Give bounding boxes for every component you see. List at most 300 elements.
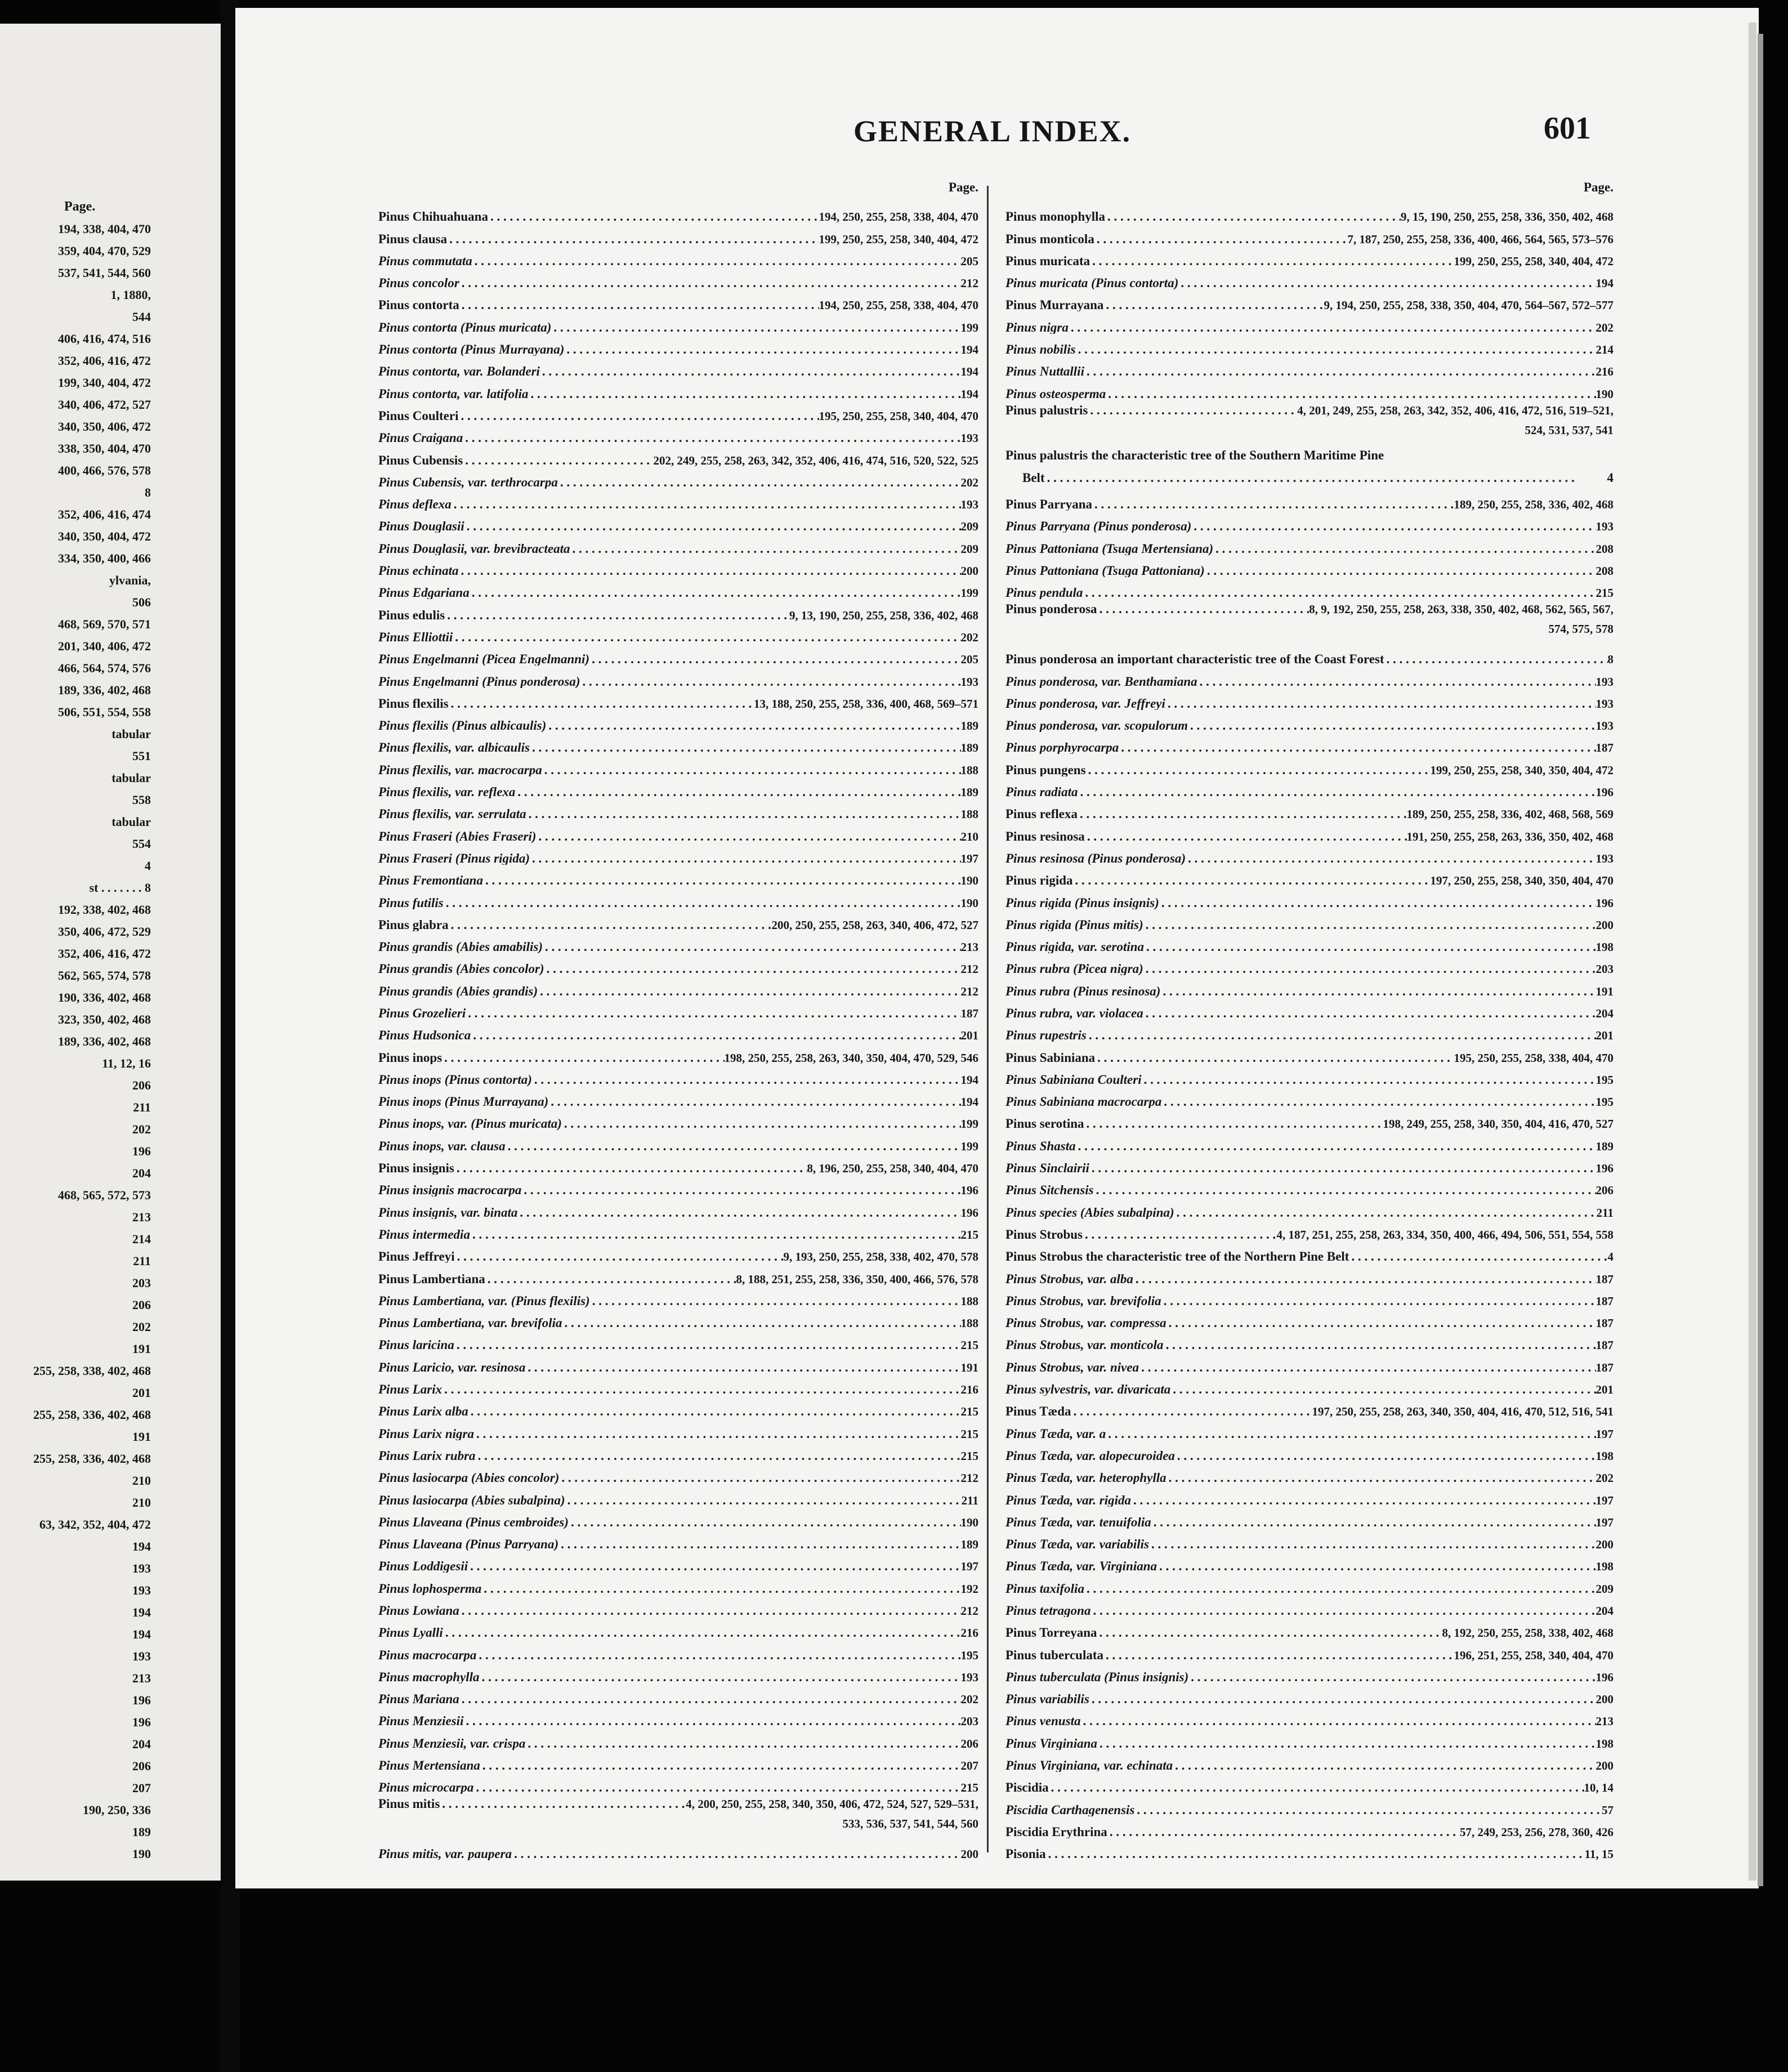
entry-pages: 209 [960, 542, 978, 555]
index-entry [1005, 1020, 1613, 1042]
entry-pages: 216 [1595, 365, 1613, 378]
leader-dots [565, 1494, 962, 1507]
index-entry [1005, 1307, 1613, 1329]
leader-dots [1046, 1847, 1585, 1860]
entry-pages: 4, 201, 249, 255, 258, 263, 342, 352, 406, 416, 472, 516, 519–521, [1297, 403, 1613, 417]
left-page-fragment: 468, 569, 570, 571 [58, 617, 151, 631]
index-entry [378, 1020, 978, 1042]
leader-dots [1164, 1338, 1596, 1351]
leader-dots [589, 653, 960, 666]
leader-dots [530, 852, 960, 865]
leader-dots [1076, 1140, 1596, 1153]
entry-label: Pinus ponderosa an important characteristic tree of the Coast Forest [1005, 652, 1384, 666]
index-entry [1005, 1263, 1613, 1285]
leader-dots [1107, 1825, 1460, 1838]
entry-label: Pinus tetragona [1005, 1604, 1091, 1617]
index-entry [378, 422, 978, 444]
entry-label: Pinus Chihuahuana [378, 209, 488, 224]
index-entry [378, 289, 978, 311]
entry-pages: 196 [1595, 785, 1613, 799]
entry-label: Pinus Sabiniana [1005, 1050, 1096, 1064]
entry-pages: 194, 250, 255, 258, 338, 404, 470 [819, 210, 978, 224]
index-entry [378, 887, 978, 909]
entry-label: Pinus Strobus, var. compressa [1005, 1316, 1166, 1330]
leader-dots [455, 1250, 784, 1263]
index-entry [1005, 1595, 1613, 1617]
leader-dots [1049, 1781, 1584, 1794]
entry-label: Pinus Llaveana (Pinus cembroides) [378, 1515, 569, 1529]
left-page-fragment: 537, 541, 544, 560 [58, 266, 151, 280]
entry-label: Pinus Torreyana [1005, 1626, 1097, 1640]
entry-label: Pinus flexilis, var. reflexa [378, 785, 516, 799]
entry-label: Pinus concolor [378, 276, 459, 290]
entry-label: Pinus glabra [378, 917, 449, 931]
entry-pages: 202 [1595, 320, 1613, 334]
left-page-fragment: 206 [132, 1298, 151, 1312]
entry-label: Pinus Elliottii [378, 629, 453, 644]
index-entry [378, 1219, 978, 1241]
index-entry [378, 1396, 978, 1418]
entry-pages: 8, 192, 250, 255, 258, 338, 402, 468 [1442, 1626, 1613, 1640]
entry-label: Pinus reflexa [1005, 807, 1078, 821]
leader-dots [459, 1693, 961, 1705]
entry-pages: 206 [960, 1736, 978, 1750]
index-entry [1005, 1351, 1613, 1373]
entry-pages: 193 [1595, 719, 1613, 733]
leader-dots [452, 498, 961, 511]
index-entry [378, 1329, 978, 1351]
left-page-fragment: 8 [145, 485, 151, 499]
entry-pages: 211 [1596, 1205, 1613, 1219]
entry-pages: 199, 250, 255, 258, 340, 404, 472 [819, 232, 978, 245]
entry-label: Pinus Laricio, var. resinosa [378, 1360, 526, 1374]
entry-pages: 193 [1595, 851, 1613, 865]
index-entry [1005, 511, 1613, 533]
entry-continuation [1005, 467, 1613, 489]
entry-pages: 197 [1595, 1493, 1613, 1507]
index-entry [1005, 865, 1613, 887]
index-entry [1005, 1374, 1613, 1396]
entry-label: Pinus Strobus, var. nivea [1005, 1360, 1139, 1374]
leader-dots [458, 409, 819, 422]
index-entry [378, 666, 978, 687]
index-entry [1005, 1727, 1613, 1749]
entry-label: Pinus palustris the characteristic tree of the Southern Maritime Pine [1005, 448, 1384, 463]
entry-label: Pisonia [1005, 1847, 1046, 1861]
leader-dots [548, 1095, 960, 1108]
left-page-fragment: 352, 406, 416, 472 [58, 354, 151, 368]
entry-label: Pinus inops, var. clausa [378, 1138, 506, 1153]
left-page-fragment: 340, 350, 406, 472 [58, 419, 151, 434]
entry-pages: 198 [1595, 1560, 1613, 1573]
index-entry [1005, 1573, 1613, 1595]
entry-pages: 190 [960, 874, 978, 887]
index-entry [1005, 1772, 1613, 1794]
leader-dots [1349, 1250, 1607, 1263]
entry-label: Pinus Nuttallii [1005, 364, 1084, 378]
entry-label: Pinus Coulteri [378, 408, 459, 422]
entry-pages: 193 [960, 1670, 978, 1684]
entry-label: Pinus Shasta [1005, 1138, 1076, 1153]
index-entry [378, 555, 978, 577]
entry-label: Pinus pungens [1005, 762, 1086, 776]
entry-label: Pinus Menziesii [378, 1714, 464, 1728]
entry-label: Pinus Loddigesii [378, 1559, 468, 1573]
entry-pages: 195 [1595, 1095, 1613, 1109]
leader-dots [474, 1427, 961, 1440]
leader-dots [454, 1338, 961, 1351]
leader-dots [1084, 365, 1596, 378]
index-entry [1005, 1484, 1613, 1506]
entry-pages: 191 [960, 1360, 978, 1374]
leader-dots [485, 1272, 736, 1285]
leader-dots [1086, 763, 1431, 776]
index-entry [1005, 533, 1613, 555]
index-entry [378, 1551, 978, 1573]
entry-pages: 197 [960, 851, 978, 865]
leader-dots [1143, 962, 1596, 975]
leader-dots [1197, 675, 1596, 688]
entry-pages: 199 [960, 586, 978, 600]
leader-dots [1088, 404, 1297, 417]
left-page-fragment: 211 [133, 1254, 151, 1268]
left-page-fragment: 255, 258, 338, 402, 468 [33, 1364, 151, 1378]
entry-pages: 194 [1595, 276, 1613, 290]
left-page-fragment: 400, 466, 576, 578 [58, 463, 151, 477]
entry-pages: 188 [960, 763, 978, 776]
entry-pages: 203 [960, 1714, 978, 1728]
entry-pages: 4 [1607, 1250, 1613, 1263]
index-entry [1005, 201, 1613, 223]
entry-wrap [378, 1797, 978, 1830]
entry-label: Pinus rubra (Pinus resinosa) [1005, 984, 1161, 998]
leader-dots [1159, 896, 1596, 909]
entry-label: Pinus palustris [1005, 403, 1088, 417]
entry-pages: 187 [1595, 741, 1613, 754]
leader-dots [546, 719, 960, 732]
leader-dots [525, 1737, 960, 1750]
leader-dots [1161, 1095, 1595, 1108]
leader-dots [544, 962, 961, 975]
entry-label: Pinus Engelmanni (Pinus ponderosa) [378, 674, 580, 688]
leader-dots [1157, 1560, 1595, 1573]
index-entry [1005, 909, 1613, 931]
index-entry [378, 489, 978, 511]
left-page-header: Page. [64, 199, 96, 214]
leader-dots [1384, 653, 1608, 666]
index-entry [378, 820, 978, 842]
entry-label: Pinus Fraseri (Abies Fraseri) [378, 829, 537, 843]
entry-pages: 194, 250, 255, 258, 338, 404, 470 [819, 298, 978, 312]
index-entry [378, 311, 978, 333]
leader-dots [1097, 1737, 1596, 1750]
entry-label: Pinus contorta (Pinus muricata) [378, 320, 552, 334]
leader-dots [472, 254, 961, 267]
entry-pages: 211 [961, 1493, 978, 1507]
index-entry [378, 1727, 978, 1749]
entry-label: Pinus Tæda, var. alopecuroidea [1005, 1448, 1175, 1462]
index-entry [378, 1064, 978, 1086]
left-page-fragment: 214 [132, 1232, 151, 1246]
entry-pages: 208 [1595, 564, 1613, 578]
entry-label: Pinus Pattoniana (Tsuga Mertensiana) [1005, 541, 1214, 555]
index-entry [1005, 887, 1613, 909]
entry-label: Pinus Sitchensis [1005, 1183, 1094, 1197]
left-page-fragment: 207 [132, 1781, 151, 1795]
entry-label: Pinus rigida (Pinus insignis) [1005, 895, 1159, 909]
left-page-fragment: 406, 416, 474, 516 [58, 332, 151, 346]
index-entry [378, 1307, 978, 1329]
entry-pages: 195, 250, 255, 258, 340, 404, 470 [819, 409, 978, 422]
entry-pages: 201 [1595, 1029, 1613, 1042]
entry-pages: 200 [1595, 1693, 1613, 1706]
entry-pages: 187 [1595, 1338, 1613, 1352]
leader-dots [1166, 1316, 1596, 1329]
left-page-fragment: 340, 350, 404, 472 [58, 529, 151, 543]
entry-pages: 194 [960, 1073, 978, 1086]
entry-label: Pinus Menziesii, var. crispa [378, 1736, 526, 1750]
left-page-fragment: 506, 551, 554, 558 [58, 705, 151, 719]
entry-pages: 198, 249, 255, 258, 340, 350, 404, 416, 470, 527 [1383, 1117, 1613, 1131]
entry-label: Pinus monticola [1005, 231, 1094, 245]
leader-dots [1106, 387, 1595, 400]
left-page-fragment: 352, 406, 416, 474 [58, 507, 151, 521]
leader-dots [528, 387, 960, 400]
leader-dots [466, 1007, 960, 1020]
left-page-fragment: 1, 1880, [110, 288, 151, 302]
index-entry [378, 1662, 978, 1684]
column-header: Page. [1583, 180, 1613, 194]
left-page-fragment: tabular [111, 815, 151, 829]
entry-label: Pinus ponderosa, var. Benthamiana [1005, 674, 1197, 688]
entry-label: Pinus mitis, var. paupera [378, 1847, 512, 1861]
index-entry [1005, 223, 1613, 245]
entry-label: Pinus Engelmanni (Picea Engelmanni) [378, 652, 590, 666]
index-entry [378, 400, 978, 422]
left-page-fragment: 190, 250, 336 [83, 1803, 151, 1817]
entry-label: Pinus tuberculata (Pinus insignis) [1005, 1669, 1189, 1684]
index-entry [378, 998, 978, 1020]
leader-dots [1085, 830, 1407, 843]
entry-pages: 187 [960, 1006, 978, 1020]
entry-pages: 202 [1595, 1471, 1613, 1485]
index-entry [1005, 1816, 1613, 1838]
entry-pages: 205 [960, 254, 978, 267]
leader-dots [463, 431, 960, 444]
index-column-right [1005, 180, 1613, 1860]
leader-dots [1186, 852, 1595, 865]
index-entry [378, 843, 978, 865]
leader-dots [526, 807, 961, 820]
entry-pages: 198, 250, 255, 258, 263, 340, 350, 404, 470, 529, 546 [724, 1051, 978, 1064]
leader-dots [1139, 1361, 1595, 1374]
leader-dots [1174, 1206, 1597, 1219]
index-entry [1005, 599, 1613, 644]
left-page-fragment: 213 [132, 1210, 151, 1224]
index-entry [378, 1108, 978, 1130]
entry-pages: 194 [960, 365, 978, 378]
left-page-fragment: 554 [132, 837, 151, 851]
index-entry [1005, 334, 1613, 356]
left-page-fragment: 193 [132, 1561, 151, 1575]
leader-dots [1084, 1117, 1383, 1130]
entry-pages-continued: 574, 575, 578 [1548, 622, 1613, 636]
entry-pages: 13, 188, 250, 255, 258, 336, 400, 468, 569–571 [754, 696, 978, 710]
entry-pages-continued: 533, 536, 537, 541, 544, 560 [842, 1817, 978, 1831]
entry-label: Pinus clausa [378, 231, 448, 245]
entry-label: Pinus Tæda, var. variabilis [1005, 1537, 1149, 1551]
leader-dots [1134, 1803, 1602, 1816]
left-page-fragment: 255, 258, 336, 402, 468 [33, 1408, 151, 1422]
left-page-fragment: 189, 336, 402, 468 [58, 1034, 151, 1048]
entry-pages: 215 [960, 1405, 978, 1418]
leader-dots [1078, 807, 1407, 820]
index-entry [1005, 1750, 1613, 1772]
left-page-fragment: 338, 350, 404, 470 [58, 441, 151, 456]
leader-dots [1097, 1626, 1442, 1639]
leader-dots [1083, 1228, 1276, 1241]
leader-dots [473, 1781, 960, 1794]
leader-dots [488, 210, 819, 223]
index-entry [378, 245, 978, 267]
entry-pages: 195 [1595, 1073, 1613, 1086]
index-entry [378, 1684, 978, 1705]
entry-pages: 194 [960, 1095, 978, 1109]
index-entry [1005, 975, 1613, 997]
entry-pages: 209 [960, 520, 978, 533]
left-page-fragment: 204 [132, 1737, 151, 1751]
left-page-fragment: 506 [132, 595, 151, 609]
entry-pages: 214 [1595, 343, 1613, 356]
entry-pages: 201 [960, 1029, 978, 1042]
left-page-fragment: 190 [132, 1847, 151, 1861]
index-entry [1005, 754, 1613, 776]
index-entry [1005, 1241, 1613, 1263]
left-page-fragment: 204 [132, 1166, 151, 1180]
index-entry [1005, 1794, 1613, 1816]
index-entry [1005, 1396, 1613, 1418]
leader-dots [1133, 1272, 1596, 1285]
entry-pages: 198 [1595, 1736, 1613, 1750]
leader-dots [537, 830, 961, 843]
leader-dots [551, 321, 960, 334]
entry-label: Pinus radiata [1005, 785, 1078, 799]
leader-dots [558, 1538, 960, 1551]
leader-dots [1143, 918, 1596, 931]
entry-label: Pinus tuberculata [1005, 1647, 1104, 1662]
leader-dots [1092, 498, 1454, 511]
index-entry [378, 511, 978, 533]
entry-label: Pinus species (Abies subalpina) [1005, 1205, 1174, 1219]
left-page-fragment: tabular [111, 771, 151, 785]
entry-label: Pinus Tæda, var. heterophylla [1005, 1471, 1166, 1485]
leader-dots [1188, 1671, 1595, 1684]
entry-label: Pinus insignis, var. binata [378, 1205, 518, 1219]
entry-label: Pinus rigida, var. serotina [1005, 940, 1145, 954]
left-page-fragment: 255, 258, 336, 402, 468 [33, 1452, 151, 1466]
page-number: 601 [1544, 111, 1591, 146]
entry-pages: 189 [960, 741, 978, 754]
entry-pages: 199 [960, 1117, 978, 1131]
leader-dots [1166, 1471, 1596, 1484]
index-entry [378, 1285, 978, 1307]
entry-pages: 187 [1595, 1316, 1613, 1330]
index-entry [1005, 1838, 1613, 1860]
leader-dots [569, 1516, 961, 1529]
entry-pages: 189, 250, 255, 258, 336, 402, 468, 568, 569 [1406, 807, 1613, 821]
left-page-fragment: 359, 404, 470, 529 [58, 244, 151, 258]
entry-label: Pinus monophylla [1005, 209, 1106, 224]
page-edge [1749, 23, 1756, 1881]
entry-label: Belt [1022, 470, 1045, 485]
leader-dots [1105, 210, 1401, 223]
running-title: GENERAL INDEX. [853, 114, 1132, 148]
entry-pages: 196 [960, 1205, 978, 1219]
left-page-fragment: 194 [132, 1539, 151, 1553]
entry-pages: 212 [960, 1604, 978, 1617]
entry-label: Pinus rubra, var. violacea [1005, 1006, 1143, 1020]
left-page-fragment: 191 [132, 1430, 151, 1444]
entry-pages: 189 [960, 719, 978, 733]
entry-label: Pinus contorta [378, 298, 459, 312]
entry-pages: 202, 249, 255, 258, 263, 342, 352, 406, 416, 474, 516, 520, 522, 525 [653, 453, 978, 467]
column-divider [987, 186, 989, 1852]
entry-pages: 194 [960, 343, 978, 356]
entry-label: Pinus Parryana [1005, 497, 1092, 511]
entry-label: Pinus macrophylla [378, 1669, 480, 1684]
entry-pages: 212 [960, 276, 978, 290]
left-page-fragment: 323, 350, 402, 468 [58, 1012, 151, 1026]
index-entry [378, 378, 978, 400]
entry-label: Pinus Virginiana [1005, 1736, 1097, 1750]
entry-pages: 190 [960, 1515, 978, 1529]
index-entry [378, 1507, 978, 1529]
entry-pages: 57 [1602, 1803, 1613, 1816]
left-page-fragment: 4 [145, 859, 151, 873]
index-entry [378, 1241, 978, 1263]
entry-label: Pinus Parryana (Pinus ponderosa) [1005, 519, 1192, 533]
entry-pages: 9, 15, 190, 250, 255, 258, 336, 350, 402, 468 [1401, 210, 1613, 224]
entry-pages: 215 [960, 1227, 978, 1241]
leader-dots [517, 1206, 960, 1219]
entry-label: Pinus Strobus, var. alba [1005, 1271, 1133, 1285]
left-page-fragment: 210 [132, 1473, 151, 1488]
leader-dots [1160, 985, 1595, 998]
entry-pages: 4, 200, 250, 255, 258, 340, 350, 406, 472, 524, 527, 529–531, [686, 1797, 978, 1811]
left-page-fragment: 562, 565, 574, 578 [58, 968, 151, 983]
entry-label: Pinus variabilis [1005, 1692, 1089, 1706]
index-entry [378, 1617, 978, 1639]
leader-dots [1175, 1449, 1596, 1462]
entry-pages: 213 [1595, 1714, 1613, 1728]
left-page-fragment: 196 [132, 1144, 151, 1158]
index-entry [1005, 1617, 1613, 1639]
leader-dots [454, 1162, 807, 1175]
index-entry [378, 223, 978, 245]
entry-pages: 198 [1595, 940, 1613, 954]
leader-dots [480, 1759, 961, 1772]
index-entry [1005, 577, 1613, 599]
left-facing-page [0, 24, 221, 1881]
leader-dots [562, 1316, 960, 1329]
entry-pages: 8, 9, 192, 250, 255, 258, 263, 338, 350, 402, 468, 562, 565, 567, [1309, 602, 1613, 617]
index-entry [1005, 666, 1613, 687]
left-page-fragment: ylvania, [109, 573, 151, 587]
index-entry [1005, 1108, 1613, 1130]
entry-pages: 188 [960, 1294, 978, 1307]
leader-dots [525, 1361, 960, 1374]
entry-label: Pinus inops (Pinus contorta) [378, 1072, 532, 1086]
